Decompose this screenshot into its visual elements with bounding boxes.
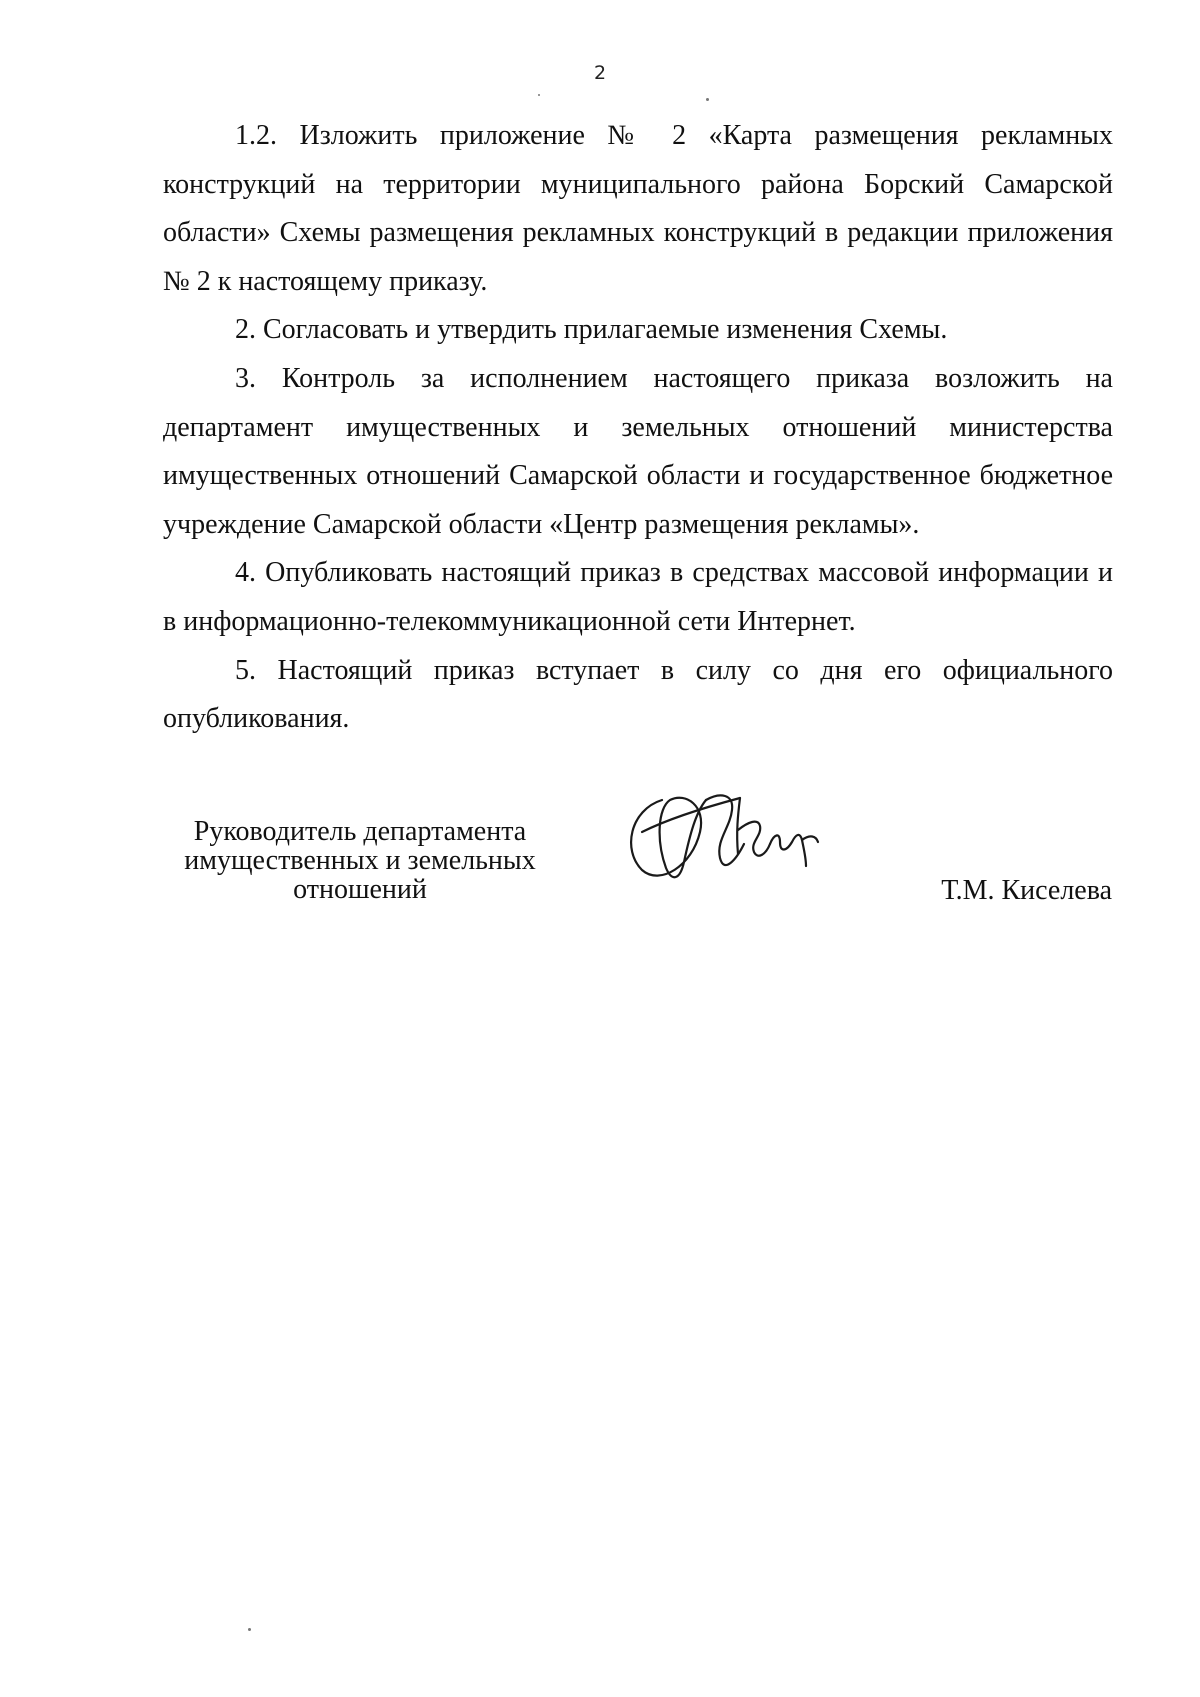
paragraph-3: 3. Контроль за исполнением настоящего приказа возложить на департамент имущественных и земельных отношений министерства имущественных отношений Самарской области и государственное бюджетное учреждение Самарской области «Центр размещения рекламы». (163, 362, 1113, 540)
scan-speck (248, 1628, 251, 1631)
signer-name: Т.М. Киселева (941, 875, 1112, 906)
signatory-position (150, 817, 570, 904)
signatory-position-line: отношений (293, 874, 427, 905)
scan-speck (706, 98, 709, 101)
paragraph-5: 5. Настоящий приказ вступает в силу со дня его официального опубликования. (163, 654, 1113, 735)
document-body (163, 112, 1113, 744)
handwritten-signature (620, 770, 850, 890)
signatory-position-line: Руководитель департамента (193, 816, 527, 847)
paragraph-2: 2. Согласовать и утвердить прилагаемые изменения Схемы. (235, 314, 948, 346)
paragraph-4: 4. Опубликовать настоящий приказ в средствах массовой информации и в информационно-телекоммуникационной сети Интернет. (163, 557, 1113, 637)
paragraph-1-2: 1.2. Изложить приложение № 2 «Карта размещения рекламных конструкций на территории муниципального района Борский Самарской области» Схемы размещения рекламных конструкций в редакции приложения № 2 к настоящему приказу. (163, 120, 1113, 297)
scan-speck (538, 94, 540, 96)
signatory-position-line: имущественных и земельных (184, 845, 536, 876)
page-number: 2 (593, 62, 607, 84)
